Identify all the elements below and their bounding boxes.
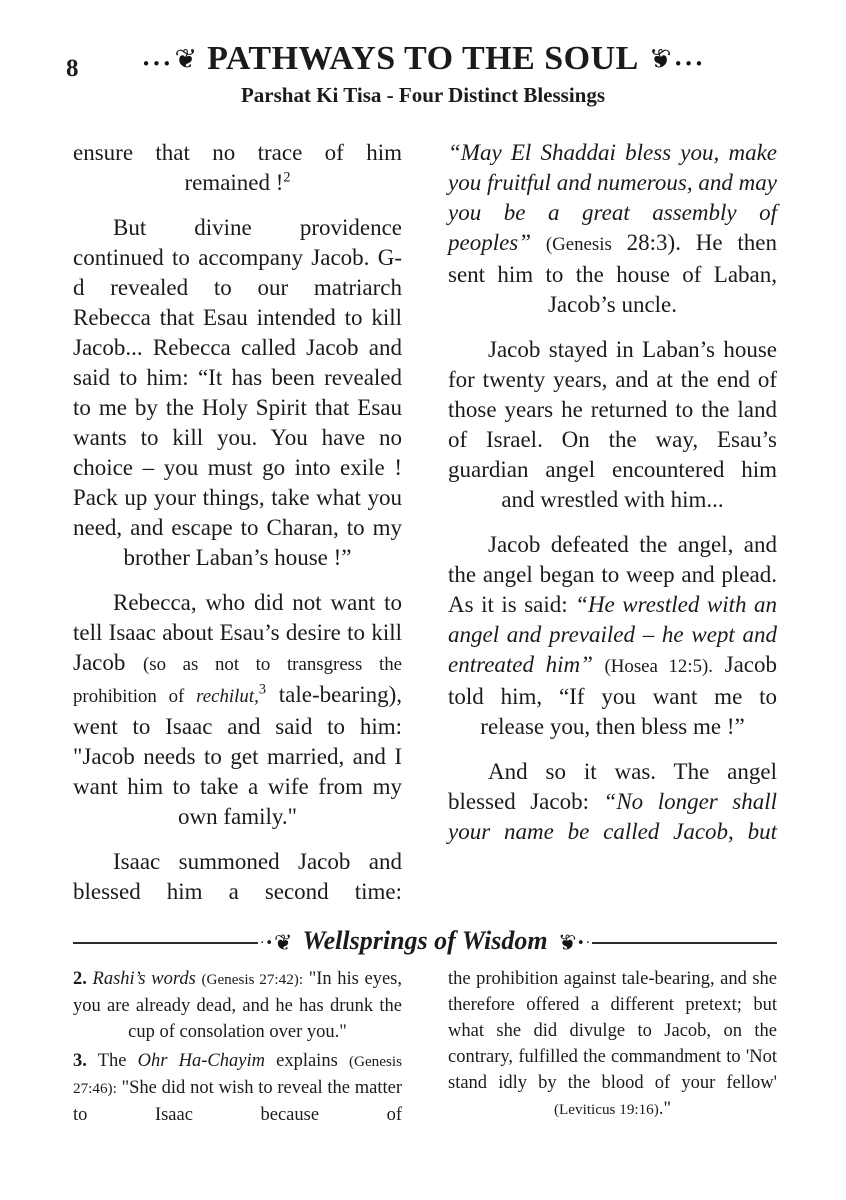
footnote-separator: [0, 926, 846, 960]
text-segment-i: “May El Shaddai bless you, make you fruitful and numerous, and may you be a great assembly of peoples”: [448, 140, 777, 255]
flourish-left-icon: ∙∙∙ ❦: [141, 43, 198, 75]
text-segment-sup: 2: [283, 169, 291, 186]
separator-rule-right: [592, 942, 777, 944]
page-title: PATHWAYS TO THE SOUL: [207, 40, 639, 77]
text-segment: The: [86, 1051, 138, 1071]
paragraph: [73, 138, 402, 198]
main-text: [0, 138, 846, 910]
separator-flourish-left-icon: ·• ❦: [260, 930, 293, 956]
text-segment-sm: (Leviticus 19:16): [554, 1101, 659, 1118]
footnotes-section: [0, 926, 846, 1131]
page-number: 8: [66, 55, 79, 82]
flourish-right-icon: ❦ ∙∙∙: [648, 43, 705, 75]
paragraph: [448, 966, 777, 1123]
text-segment-i: “No longer shall your name be called Jacob, but: [448, 789, 777, 844]
text-segment: Jacob defeated the angel, and the angel began to weep and plead. As it is said:: [448, 532, 777, 617]
text-column-left: [73, 138, 402, 910]
paragraph: [448, 138, 777, 320]
text-segment-sm: (Genesis 27:42):: [201, 971, 304, 988]
separator-flourish-right-icon: ❦ ·•: [557, 930, 590, 956]
text-segment-sm: (Hosea 12:5).: [604, 656, 714, 677]
text-segment-sm: (Genesis: [545, 234, 612, 255]
paragraph: [73, 588, 402, 832]
paragraph: [73, 847, 402, 907]
text-segment-sm: (so as not to transgress the prohibition of: [73, 654, 403, 707]
page-subtitle: Parshat Ki Tisa - Four Distinct Blessings: [240, 83, 606, 107]
text-segment: "In his eyes, you are already dead, and he has drunk the cup of consolation over you.": [73, 969, 402, 1042]
text-segment: tale-bearing), went to Isaac and said to him: "Jacob needs to get married, and I want him to take a wife from my own family.": [73, 682, 402, 829]
paragraph: [448, 530, 777, 742]
paragraph: [448, 335, 777, 515]
footnotes-columns: [0, 966, 846, 1131]
paragraph: [73, 213, 402, 573]
text-segment: Isaac summoned Jacob and blessed him a second time:: [73, 849, 402, 904]
text-segment-i: Rashi’s words: [92, 969, 196, 989]
text-column-right: [448, 138, 777, 910]
text-segment: And so it was. The angel blessed Jacob:: [448, 759, 777, 814]
text-segment-i: Ohr Ha-Chayim: [137, 1051, 265, 1071]
text-segment-i: “He wrestled with an angel and prevailed – he wept and entreated him”: [448, 592, 777, 677]
text-segment: explains: [264, 1051, 349, 1071]
text-segment-sup: 3: [258, 681, 266, 698]
text-segment: Jacob stayed in Laban’s house for twenty years, and at the end of those years he returned to the land of Israel. On the way, Esau’s guardian angel encountered him and wrestled with him...: [448, 337, 777, 512]
wellsprings-title: Wellsprings of Wisdom: [302, 926, 548, 955]
text-segment: ensure that no trace of him remained !: [73, 140, 402, 195]
paragraph: [73, 966, 402, 1045]
text-segment-b: 3.: [73, 1051, 87, 1071]
text-segment: .": [658, 1099, 671, 1119]
text-segment: 28:3). He then sent him to the house of Laban, Jacob’s uncle.: [448, 230, 777, 317]
footnote-column-right: [448, 966, 777, 1131]
text-segment: the prohibition against tale-bearing, and she therefore offered a different pretext; but what she did divulge to Jacob, on the contrary, fulfilled the commandment to 'Not stand idly by the blood of your fellow': [448, 969, 777, 1093]
separator-rule-left: [73, 942, 258, 944]
text-segment: "She did not wish to reveal the matter to Isaac because of: [73, 1078, 402, 1125]
text-segment-b: 2.: [73, 969, 87, 989]
text-segment-sm: (Genesis 27:46):: [73, 1053, 402, 1097]
text-segment-smi: rechilut,: [196, 686, 259, 707]
page-header: [0, 0, 846, 108]
text-segment: But divine providence continued to accompany Jacob. G-d revealed to our matriarch Rebecca that Esau intended to kill Jacob... Rebecca called Jacob and said to him: “It has been revealed to me by the Holy Spirit that Esau wants to kill you. You have no choice – you must go into exile ! Pack up your things, take what you need, and escape to Charan, to my brother Laban’s house !”: [73, 215, 402, 570]
footnote-column-left: [73, 966, 402, 1131]
title-row: [0, 42, 846, 76]
text-segment: Jacob told him, “If you want me to release you, then bless me !”: [448, 652, 778, 739]
paragraph: [448, 757, 777, 847]
text-segment: Rebecca, who did not want to tell Isaac about Esau’s desire to kill Jacob: [73, 590, 402, 675]
paragraph: [73, 1048, 402, 1128]
